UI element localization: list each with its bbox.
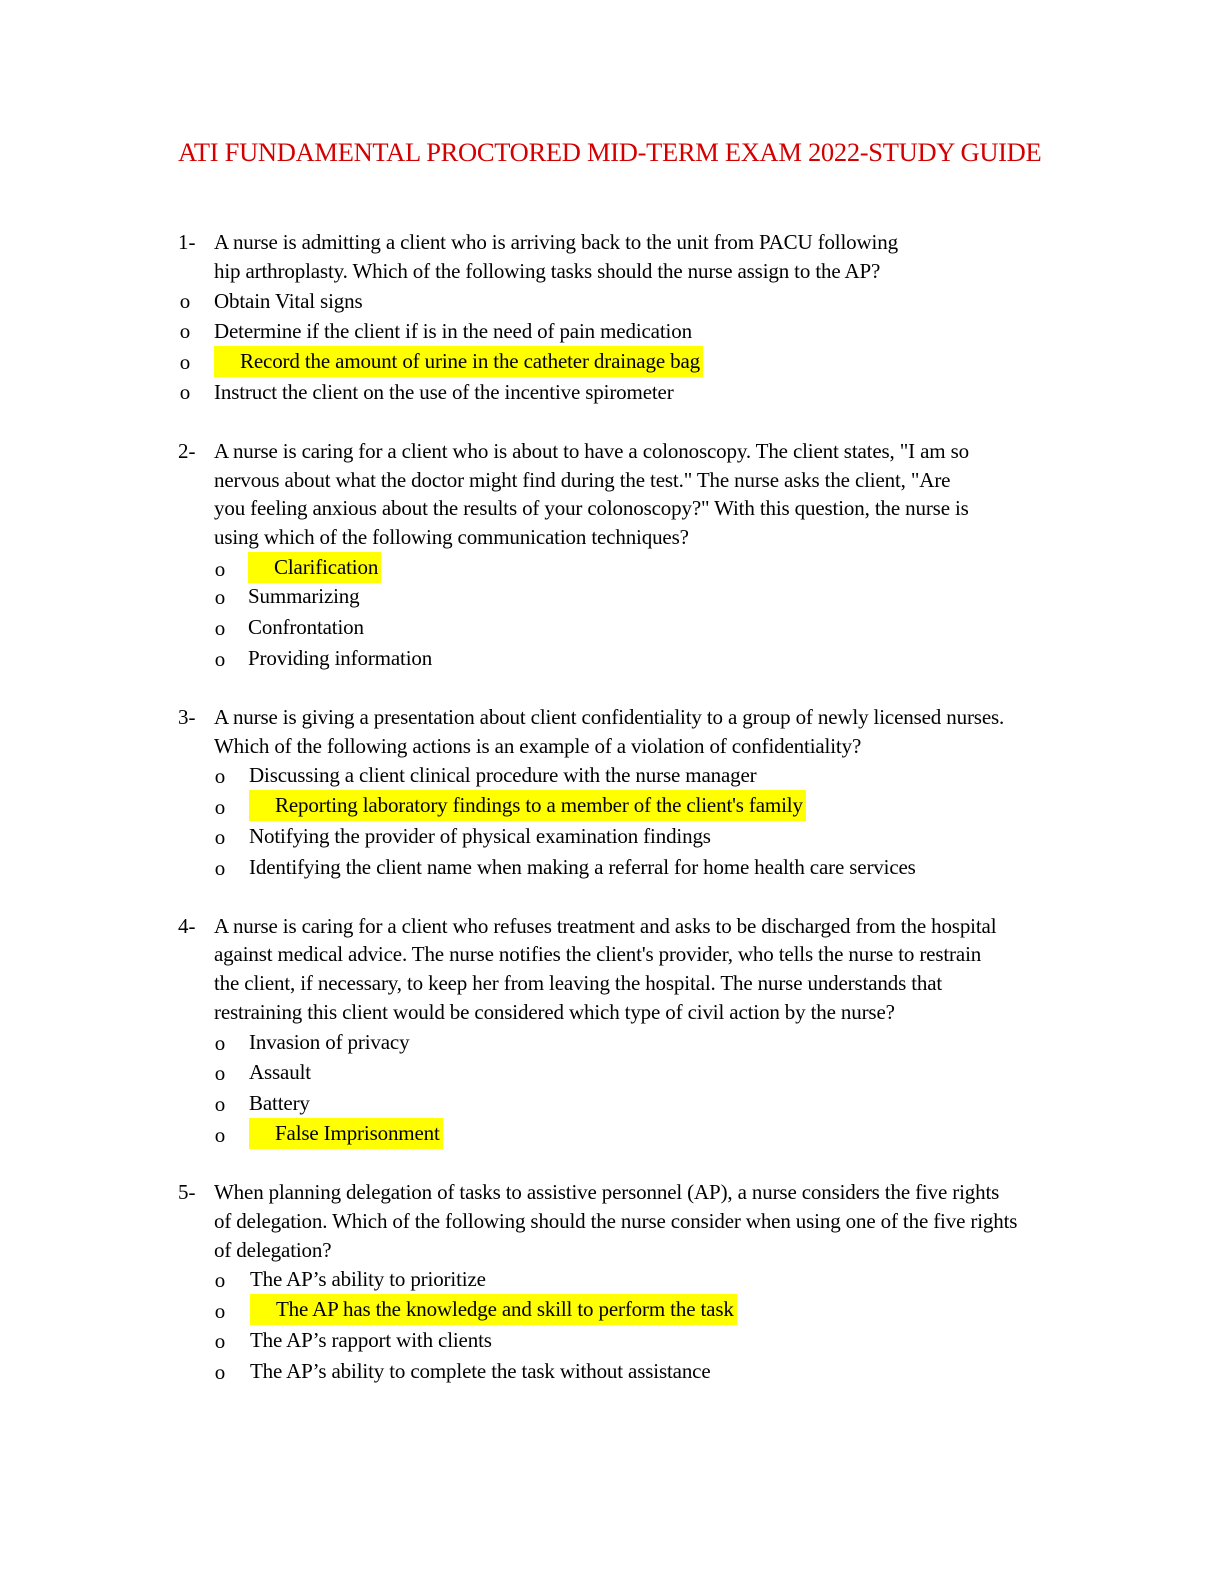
question-stem-line: nervous about what the doctor might find during the test." The nurse asks the client, "Are (214, 468, 951, 492)
question-stem-line: against medical advice. The nurse notifies the client's provider, who tells the nurse to restrain (214, 942, 982, 966)
question-stem-line: restraining this client would be considered which type of civil action by the nurse? (214, 1000, 895, 1024)
document-title: ATI FUNDAMENTAL PROCTORED MID-TERM EXAM 2022-STUDY GUIDE (178, 137, 1042, 167)
answer-option-correct (250, 1294, 737, 1325)
option-bullet: o (214, 1360, 226, 1384)
answer-option-correct (214, 346, 703, 377)
answer-option: Identifying the client name when making a referral for home health care services (249, 855, 916, 879)
question-stem-line: A nurse is admitting a client who is arriving back to the unit from PACU following (214, 230, 898, 254)
question-number: 5- (178, 1180, 196, 1204)
question-number: 2- (178, 439, 196, 463)
question-number: 4- (178, 914, 196, 938)
option-bullet: o (214, 557, 226, 581)
answer-option: Instruct the client on the use of the incentive spirometer (214, 380, 674, 404)
question-number: 1- (178, 230, 196, 254)
answer-option: Battery (249, 1091, 310, 1115)
option-bullet: o (214, 764, 226, 788)
option-bullet: o (214, 1123, 226, 1147)
option-bullet: o (214, 825, 226, 849)
option-bullet: o (214, 1092, 226, 1116)
option-bullet: o (214, 585, 226, 609)
option-bullet: o (214, 1031, 226, 1055)
answer-option: Providing information (248, 646, 433, 670)
question-stem-line: When planning delegation of tasks to assistive personnel (AP), a nurse considers the five rights (214, 1180, 1000, 1204)
question-stem-line: the client, if necessary, to keep her from leaving the hospital. The nurse understands that (214, 971, 943, 995)
answer-highlight: Reporting laboratory findings to a member of the client's family (249, 790, 806, 821)
answer-option: Discussing a client clinical procedure with the nurse manager (249, 763, 757, 787)
answer-option-correct (249, 790, 806, 821)
option-bullet: o (214, 795, 226, 819)
answer-option-correct (248, 552, 381, 583)
question-stem-line: of delegation. Which of the following should the nurse consider when using one of the five rights (214, 1209, 1018, 1233)
question-stem-line: A nurse is giving a presentation about client confidentiality to a group of newly licensed nurses. (214, 705, 1005, 729)
answer-option: The AP’s ability to complete the task without assistance (250, 1359, 711, 1383)
option-bullet: o (214, 1299, 226, 1323)
answer-option: Assault (249, 1060, 311, 1084)
answer-highlight: False Imprisonment (249, 1118, 443, 1149)
answer-option: Determine if the client if is in the need of pain medication (214, 319, 692, 343)
option-bullet: o (214, 1268, 226, 1292)
option-bullet: o (214, 616, 226, 640)
answer-highlight: Clarification (248, 552, 381, 583)
option-bullet: o (214, 856, 226, 880)
option-bullet: o (214, 1329, 226, 1353)
question-stem-line: Which of the following actions is an example of a violation of confidentiality? (214, 734, 862, 758)
answer-option: Confrontation (248, 615, 364, 639)
answer-option: The AP’s rapport with clients (250, 1328, 492, 1352)
answer-highlight: The AP has the knowledge and skill to perform the task (250, 1294, 737, 1325)
answer-option: Obtain Vital signs (214, 289, 363, 313)
option-bullet: o (179, 380, 191, 404)
question-stem-line: using which of the following communication techniques? (214, 525, 689, 549)
option-bullet: o (214, 1061, 226, 1085)
answer-option: The AP’s ability to prioritize (250, 1267, 486, 1291)
answer-option: Notifying the provider of physical examination findings (249, 824, 711, 848)
question-number: 3- (178, 705, 196, 729)
answer-option: Invasion of privacy (249, 1030, 410, 1054)
option-bullet: o (179, 289, 191, 313)
answer-option: Summarizing (248, 584, 360, 608)
answer-option-correct (249, 1118, 443, 1149)
question-stem-line: of delegation? (214, 1238, 332, 1262)
option-bullet: o (179, 319, 191, 343)
question-stem-line: A nurse is caring for a client who refuses treatment and asks to be discharged from the hospital (214, 914, 997, 938)
answer-highlight: Record the amount of urine in the catheter drainage bag (214, 346, 703, 377)
question-stem-line: you feeling anxious about the results of your colonoscopy?" With this question, the nurse is (214, 496, 969, 520)
question-stem-line: A nurse is caring for a client who is about to have a colonoscopy. The client states, "I am so (214, 439, 969, 463)
option-bullet: o (214, 647, 226, 671)
option-bullet: o (179, 350, 191, 374)
question-stem-line: hip arthroplasty. Which of the following tasks should the nurse assign to the AP? (214, 259, 881, 283)
